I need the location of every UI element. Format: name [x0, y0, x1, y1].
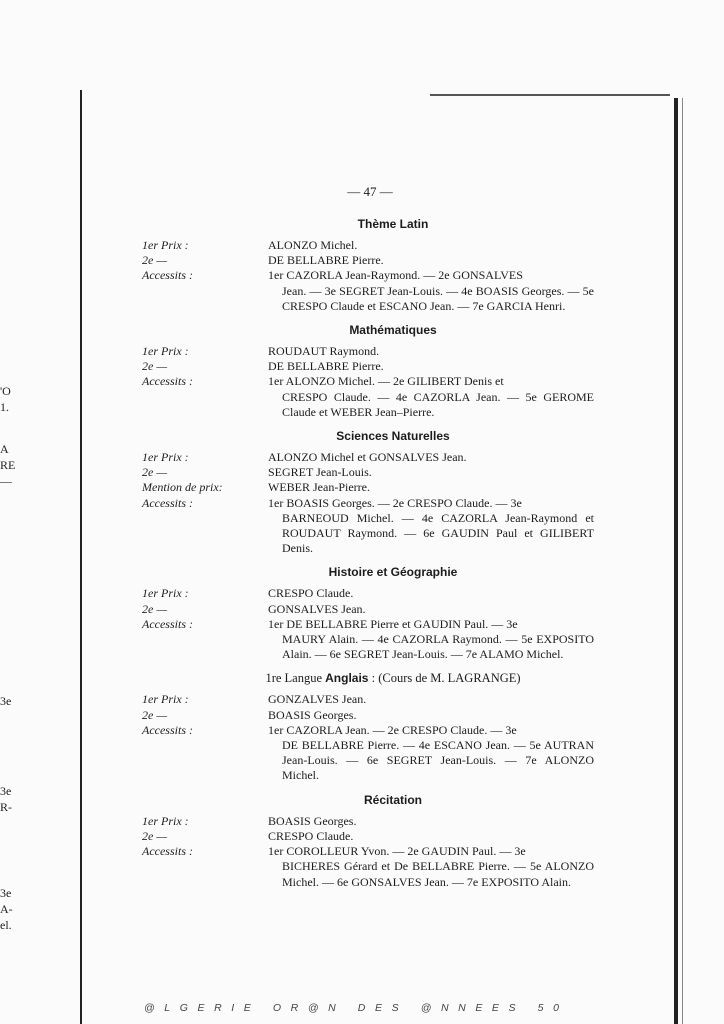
entry-text	[268, 268, 594, 314]
entry-text: BOASIS Georges.	[268, 813, 357, 828]
entry-text: ALONZO Michel.	[268, 238, 358, 252]
margin-fragment: A	[0, 442, 9, 456]
margin-fragment: —	[0, 474, 12, 488]
entry-text-continuation: Jean. — 3e SEGRET Jean-Louis. — 4e BOASIS Georges. — 5e CRESPO Claude et ESCANO Jean. — 7e GARCIA Henri.	[282, 283, 594, 313]
entry-text-continuation: DE BELLABRE Pierre. — 4e ESCANO Jean. — 5e AUTRAN Jean-Louis. — 6e SEGRET Jean-Louis. — 7e ALONZO Michel.	[282, 738, 594, 783]
margin-fragment: el.	[0, 918, 12, 932]
entry-row	[142, 708, 594, 723]
entry-row	[142, 723, 594, 784]
top-edge-rule	[430, 94, 670, 96]
entry-label: 2e —	[142, 828, 167, 843]
section-title	[142, 670, 594, 686]
section-mathematiques	[142, 322, 594, 420]
entry-text	[268, 374, 594, 420]
margin-fragment: RE	[0, 458, 16, 472]
entry-text	[268, 496, 594, 557]
section-title: Sciences Naturelles	[336, 429, 450, 444]
entry-label: Accessits :	[142, 722, 193, 737]
entry-row	[142, 844, 594, 890]
section-sciences-naturelles	[142, 428, 594, 556]
entry-row	[142, 692, 594, 707]
prize-list	[142, 216, 594, 898]
right-edge-shadow	[682, 98, 683, 1024]
entry-row	[142, 586, 594, 601]
section-recitation	[142, 792, 594, 890]
section-title: Thème Latin	[357, 217, 429, 231]
entry-text-first-line: 1er ALONZO Michel. — 2e GILIBERT Denis et	[268, 374, 504, 389]
entry-text-continuation: BICHERES Gérard et De BELLABRE Pierre. — 5e ALONZO Michel. — 6e GONSALVES Jean. — 7e EXPOSITO Alain.	[282, 859, 594, 889]
entry-row	[142, 344, 594, 359]
entry-label: 1er Prix :	[142, 813, 189, 828]
entry-label: Accessits :	[142, 374, 193, 389]
entry-text-continuation: BARNEOUD Michel. — 4e CAZORLA Jean-Raymond et ROUDAUT Raymond. — 6e GAUDIN Paul et GILIBERT Denis.	[282, 510, 594, 556]
margin-fragment: 3e	[0, 784, 12, 798]
entry-label: 2e —	[142, 465, 167, 480]
entry-label: Accessits :	[142, 616, 193, 631]
page-number: — 47 —	[347, 184, 393, 199]
entry-text: DE BELLABRE Pierre.	[268, 253, 384, 268]
entry-text: WEBER Jean-Pierre.	[268, 480, 370, 495]
entry-text: CRESPO Claude.	[268, 586, 354, 601]
entry-text	[268, 844, 594, 890]
entry-row	[142, 465, 594, 480]
entry-text: GONSALVES Jean.	[268, 601, 366, 616]
entry-text-first-line: 1er DE BELLABRE Pierre et GAUDIN Paul. — 3e	[268, 616, 518, 631]
entry-text: ALONZO Michel et GONSALVES Jean.	[268, 450, 467, 465]
entry-text: SEGRET Jean-Louis.	[268, 465, 372, 480]
entry-label: 1er Prix :	[142, 344, 189, 359]
margin-fragment: A-	[0, 902, 13, 916]
entry-row	[142, 602, 594, 617]
entry-text-first-line: 1er CAZORLA Jean. — 2e CRESPO Claude. — 3e	[268, 722, 517, 737]
left-margin-rule	[80, 90, 82, 1024]
section-histoire-geographie	[142, 564, 594, 662]
entry-row	[142, 359, 594, 374]
entry-text	[268, 617, 594, 663]
entry-label: 1er Prix :	[142, 586, 189, 601]
entry-text: BOASIS Georges.	[268, 707, 357, 722]
entry-row	[142, 238, 594, 253]
entry-label: 2e —	[142, 359, 167, 374]
entry-text	[268, 723, 594, 784]
entry-row	[142, 496, 594, 557]
entry-text-continuation: MAURY Alain. — 4e CAZORLA Raymond. — 5e EXPOSITO Alain. — 6e SEGRET Jean-Louis. — 7e ALAMO Michel.	[282, 632, 594, 662]
entry-text: DE BELLABRE Pierre.	[268, 359, 384, 374]
entry-row	[142, 450, 594, 465]
entry-row	[142, 829, 594, 844]
entry-label: Accessits :	[142, 495, 193, 510]
entry-text-first-line: 1er CAZORLA Jean-Raymond. — 2e GONSALVES	[268, 268, 523, 283]
entry-row	[142, 253, 594, 268]
section-theme-latin	[142, 216, 594, 314]
entry-text-first-line: 1er BOASIS Georges. — 2e CRESPO Claude. — 3e	[268, 495, 522, 510]
footer-watermark: @LGERIE OR@N DES @NNEES 50	[144, 1002, 569, 1014]
entry-row	[142, 480, 594, 495]
entry-text-continuation: CRESPO Claude. — 4e CAZORLA Jean. — 5e GEROME Claude et WEBER Jean–Pierre.	[282, 389, 594, 419]
margin-fragment: 3e	[0, 886, 12, 900]
entry-label: 1er Prix :	[142, 238, 189, 252]
section-title: Récitation	[363, 792, 422, 807]
entry-row	[142, 814, 594, 829]
margin-fragment: 'O	[0, 384, 11, 398]
section-title: Mathématiques	[349, 323, 437, 338]
section-title-prefix: 1re Langue	[265, 671, 323, 686]
margin-fragment: 3e	[0, 694, 12, 708]
entry-row	[142, 268, 594, 314]
entry-text: ROUDAUT Raymond.	[268, 344, 380, 359]
entry-row	[142, 374, 594, 420]
margin-fragment: 1.	[0, 400, 9, 414]
entry-label: Accessits :	[142, 844, 193, 859]
entry-label: Accessits :	[142, 268, 193, 283]
entry-text: GONZALVES Jean.	[268, 692, 367, 707]
entry-label: 1er Prix :	[142, 692, 189, 707]
section-title-suffix: : (Cours de M. LAGRANGE)	[371, 671, 521, 686]
entry-text-first-line: 1er COROLLEUR Yvon. — 2e GAUDIN Paul. — 3e	[268, 844, 526, 859]
entry-text: CRESPO Claude.	[268, 828, 354, 843]
entry-label: 2e —	[142, 253, 167, 268]
right-edge-rule	[674, 98, 678, 1024]
entry-label: 2e —	[142, 707, 167, 722]
entry-label: Mention de prix:	[142, 480, 223, 495]
entry-label: 1er Prix :	[142, 450, 189, 465]
section-title: Histoire et Géographie	[328, 565, 458, 580]
margin-fragment: R-	[0, 800, 12, 814]
section-anglais	[142, 670, 594, 783]
entry-row	[142, 617, 594, 663]
entry-label: 2e —	[142, 601, 167, 616]
section-title-subject: Anglais	[325, 671, 369, 686]
